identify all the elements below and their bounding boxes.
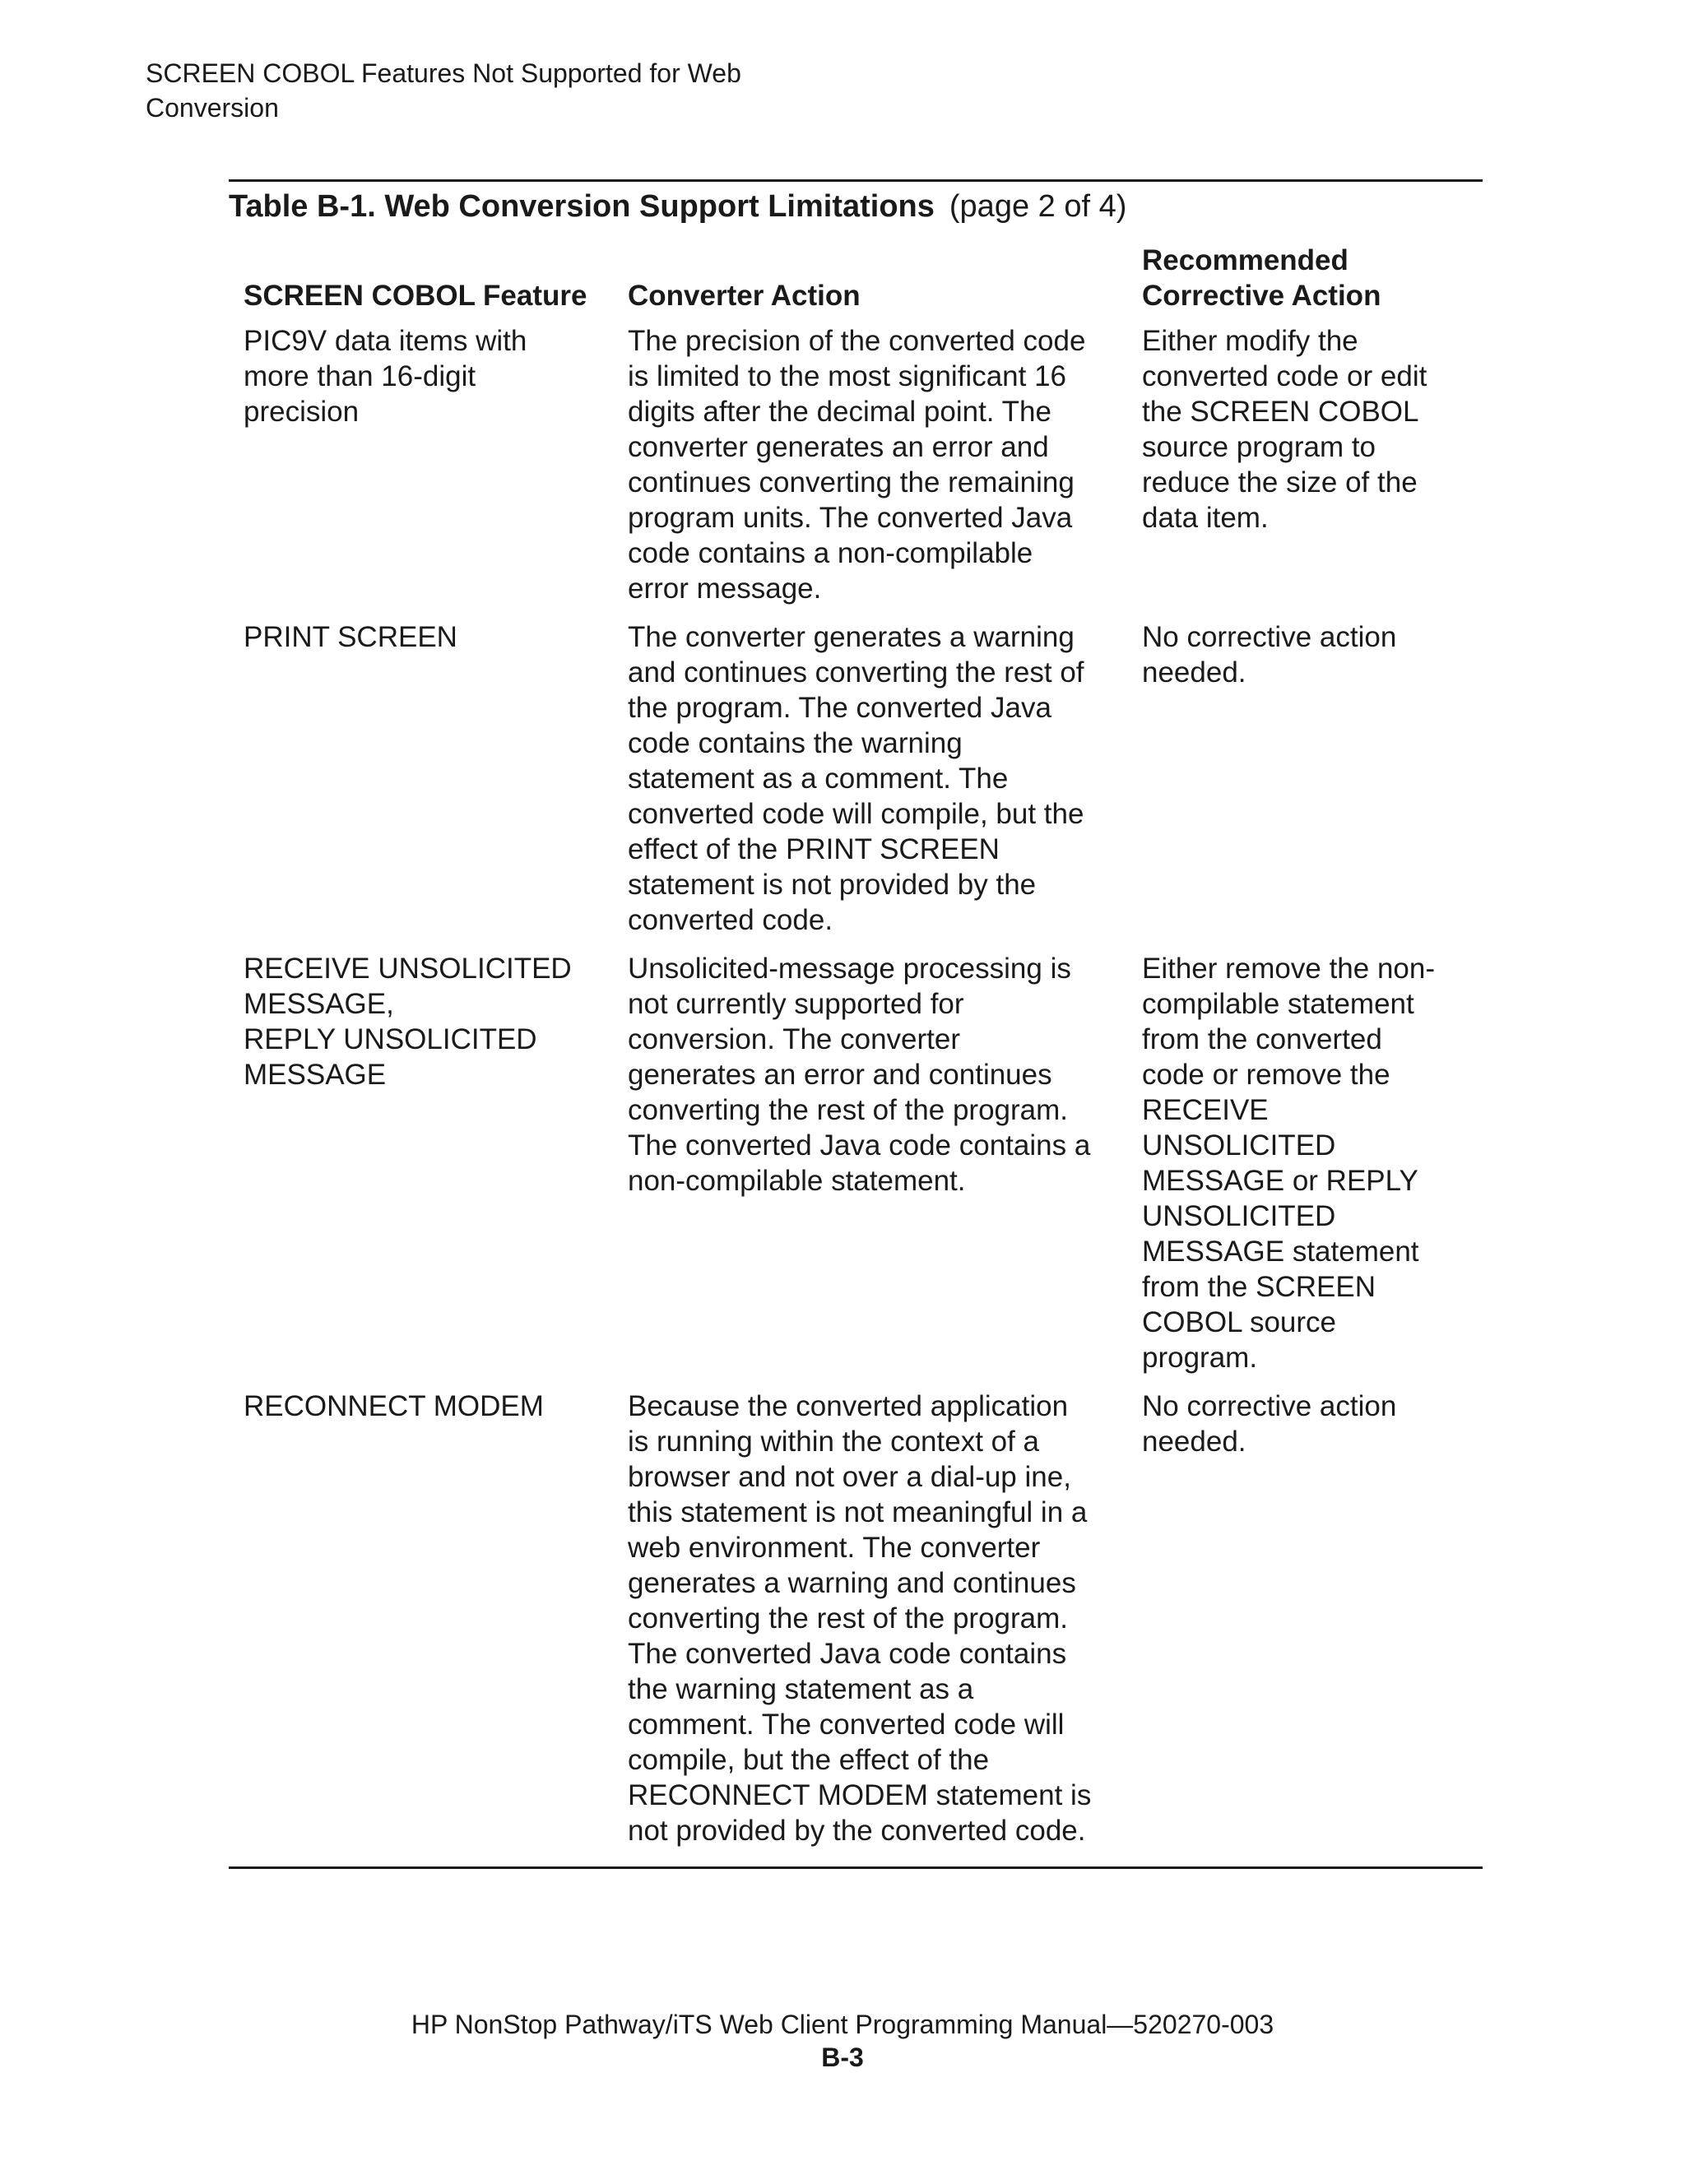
row-3-converter-action: Unsolicited-message processing is not currently supported for conversion. The converter generates an error and continues converting the rest of the program. The converted Java code contains a non-compilable statement. <box>628 953 1091 1197</box>
table-caption-page: (page 2 of 4) <box>949 189 1127 224</box>
row-4-converter-action: Because the converted application is running within the context of a browser and not over a dial-up ine, this statement is not meaningful in a web environment. The converter generates a warning and continues converting the rest of the program. The converted Java code contains the warning statement as a comment. The converted code will compile, but the effect of the RECONNECT MODEM statement is not provided by the converted code. <box>628 1390 1092 1847</box>
row-1-feature: PIC9V data items with more than 16-digit precision <box>244 325 527 428</box>
limitations-table <box>229 179 1483 1869</box>
column-header-converter-action: Converter Action <box>628 280 861 312</box>
row-3-feature: RECEIVE UNSOLICITED MESSAGE, REPLY UNSOLICITED MESSAGE <box>244 953 572 1091</box>
row-1-converter-action: The precision of the converted code is limited to the most significant 16 digits after the decimal point. The converter generates an error and continues converting the remaining program units. The converted Java code contains a non-compilable error message. <box>628 325 1086 605</box>
row-4-corrective-action: No corrective action needed. <box>1142 1390 1397 1458</box>
table-caption-label: Table B-1. Web Conversion Support Limitations <box>229 189 935 224</box>
table-grid <box>229 243 1483 1862</box>
footer-page-number: B-3 <box>821 2043 864 2072</box>
row-3-corrective-action: Either remove the non- compilable statement from the converted code or remove the RECEIVE UNSOLICITED MESSAGE or REPLY UNSOLICITED MESSAGE statement from the SCREEN COBOL source program. <box>1142 953 1436 1374</box>
row-2-converter-action: The converter generates a warning and continues converting the rest of the program. The converted Java code contains the warning statement as a comment. The converted code will compile, but the effect of the PRINT SCREEN statement is not provided by the converted code. <box>628 621 1084 936</box>
table-bottom-rule <box>229 1866 1483 1869</box>
row-4-feature: RECONNECT MODEM <box>244 1390 544 1422</box>
footer-manual-title: HP NonStop Pathway/iTS Web Client Programming Manual—520270-003 <box>411 2010 1274 2039</box>
row-2-corrective-action: No corrective action needed. <box>1142 621 1397 689</box>
page-footer <box>0 2008 1685 2074</box>
table-top-rule <box>229 179 1483 182</box>
running-header-line1: SCREEN COBOL Features Not Supported for Web <box>146 58 741 88</box>
table-caption <box>229 187 1483 226</box>
column-header-feature: SCREEN COBOL Feature <box>244 280 587 312</box>
running-header <box>146 56 886 125</box>
column-header-corrective-action: Recommended Corrective Action <box>1142 244 1381 312</box>
row-1-corrective-action: Either modify the converted code or edit the SCREEN COBOL source program to reduce the size of the data item. <box>1142 325 1427 534</box>
running-header-line2: Conversion <box>146 93 279 123</box>
row-2-feature: PRINT SCREEN <box>244 621 457 653</box>
